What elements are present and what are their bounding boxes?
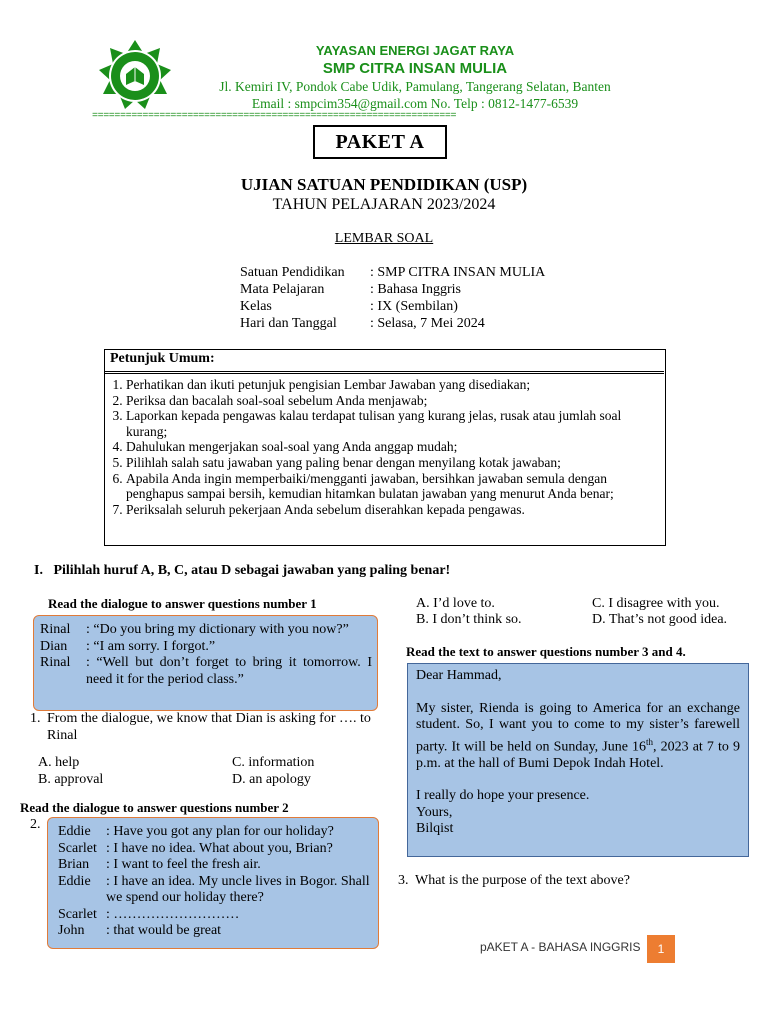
dialogue-line: Brian : I want to feel the fresh air. (58, 857, 261, 872)
dialogue-line: Scarlet : I have no idea. What about you, Brian? (58, 840, 333, 856)
school-contact: Email : smpcim354@gmail.com No. Telp : 0812-1477-6539 (251, 96, 579, 111)
sheet-label: LEMBAR SOAL (334, 231, 434, 246)
section-heading: I. Pilihlah huruf A, B, C, atau D sebagai jawaban yang paling benar! (34, 563, 451, 578)
info-row: Kelas : IX (Sembilan) (240, 299, 458, 314)
q1-dialogue-box (33, 615, 378, 711)
q2-dialogue (58, 824, 374, 940)
dialogue-line: John : that would be great (58, 923, 222, 938)
instruction-item: 1. Perhatikan dan ikuti petunjuk pengisian Lembar Jawaban yang disediakan; (126, 377, 662, 393)
q2-option-b[interactable]: B. I don’t think so. (416, 612, 522, 627)
info-row: Satuan Pendidikan : SMP CITRA INSAN MULIA (240, 265, 546, 280)
letter-greeting: Dear Hammad, (416, 668, 502, 683)
letter-closing: I really do hope your presence. (416, 788, 590, 804)
header-rule: ================================================================= (92, 111, 457, 122)
q2-option-d[interactable]: D. That’s not good idea. (592, 612, 728, 627)
instructions-title: Petunjuk Umum: (110, 351, 215, 366)
letter-content (416, 668, 740, 838)
info-row: Mata Pelajaran : Bahasa Inggris (240, 282, 461, 297)
dialogue-line: Scarlet : ……………………… (58, 906, 240, 922)
foundation-name: YAYASAN ENERGI JAGAT RAYA (315, 43, 515, 58)
q1-option-d[interactable]: D. an apology (232, 772, 311, 787)
q2-option-c[interactable]: C. I disagree with you. (592, 596, 720, 611)
instruction-item: 2. Periksa dan bacalah soal-soal sebelum Anda menjawab; (126, 393, 662, 409)
q1-read-instruction: Read the dialogue to answer questions number 1 (48, 596, 317, 611)
q2-number: 2. (30, 817, 41, 832)
dialogue-line: Rinal : “Do you bring my dictionary with you now?” (40, 622, 349, 637)
q2-dialogue-box (47, 817, 379, 949)
exam-year: TAHUN PELAJARAN 2023/2024 (272, 196, 496, 213)
dialogue-line: Rinal : “Well but don’t forget to bring it tomorrow. I need it for the period class.” (40, 655, 372, 687)
instructions-header (104, 349, 664, 374)
instruction-item: 6. Apabila Anda ingin memperbaiki/mengganti jawaban, bersihkan jawaban semula dengan penghapus sampai bersih, kemudian hitamkan bulatan jawaban yang menurut Anda benar; (126, 471, 662, 502)
exam-title: UJIAN SATUAN PENDIDIKAN (USP) (240, 175, 528, 194)
q1-dialogue (40, 622, 372, 688)
instruction-item: 4. Dahulukan mengerjakan soal-soal yang Anda anggap mudah; (126, 439, 662, 455)
footer-label: pAKET A - BAHASA INGGRIS (480, 940, 641, 954)
page-number: 1 (647, 935, 675, 963)
paket-label: PAKET A (313, 125, 447, 159)
instruction-item: 7. Periksalah seluruh pekerjaan Anda sebelum diserahkan kepada pengawas. (126, 502, 662, 518)
school-address: Jl. Kemiri IV, Pondok Cabe Udik, Pamulang, Tangerang Selatan, Banten (219, 79, 611, 94)
letter-signature: Bilqist (416, 821, 454, 837)
instruction-item: 5. Pilihlah salah satu jawaban yang paling benar dengan menyilang kotak jawaban; (126, 455, 662, 471)
q2-option-a[interactable]: A. I’d love to. (416, 596, 495, 611)
dialogue-line: Dian : “I am sorry. I forgot.” (40, 638, 216, 654)
info-row: Hari dan Tanggal : Selasa, 7 Mei 2024 (240, 316, 485, 331)
letter-body: My sister, Rienda is going to America for an exchange student. So, I want you to come to my sister’s farewell party. It will be held on Sunday, June 16th, 2023 at 7 to 9 p.m. at the hall of Bumi Depok Indah Hotel. (416, 700, 740, 771)
q1-question: 1. From the dialogue, we know that Dian is asking for …. to Rinal (30, 711, 371, 743)
dialogue-line: Eddie : I have an idea. My uncle lives in Bogor. Shall we spend our holiday there? (58, 873, 370, 905)
q34-letter-box (407, 663, 749, 857)
q34-read-instruction: Read the text to answer questions number 3 and 4. (406, 644, 686, 659)
q2-read-instruction: Read the dialogue to answer questions number 2 (20, 800, 289, 815)
dialogue-line: Eddie : Have you got any plan for our holiday? (58, 824, 334, 839)
exam-info (240, 264, 545, 332)
q1-option-c[interactable]: C. information (232, 755, 315, 770)
letter-valediction: Yours, (416, 804, 453, 820)
school-name: SMP CITRA INSAN MULIA (322, 60, 508, 77)
q1-option-a[interactable]: A. help (38, 755, 80, 770)
q1-option-b[interactable]: B. approval (38, 772, 104, 787)
instruction-item: 3. Laporkan kepada pengawas kalau terdapat tulisan yang kurang jelas, rusak atau jumlah soal kurang; (126, 408, 662, 439)
q3-question: 3. What is the purpose of the text above? (398, 873, 630, 888)
instructions-list (108, 377, 662, 517)
